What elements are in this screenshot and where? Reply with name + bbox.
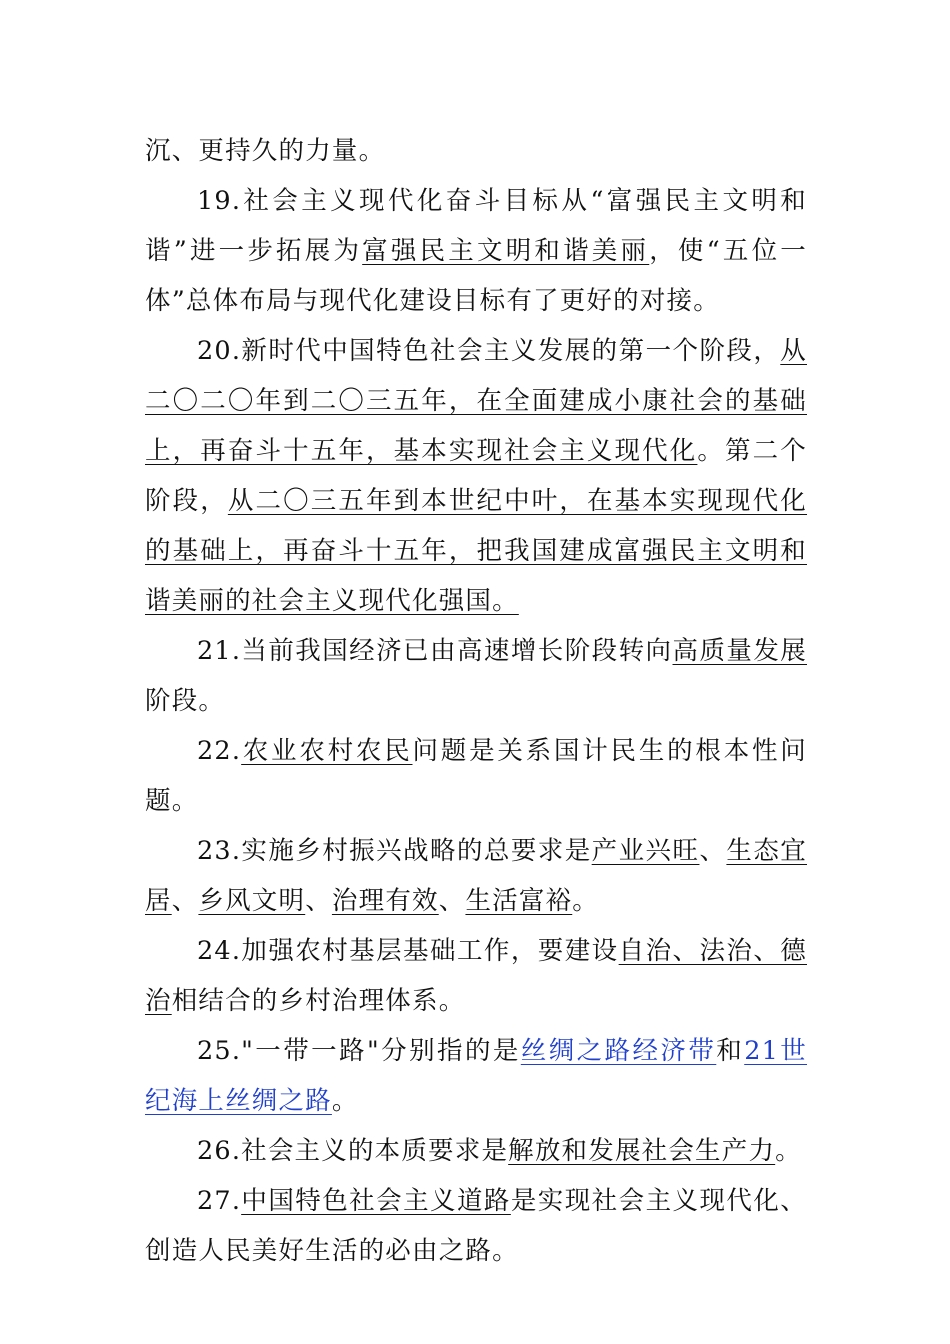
underlined-answer: 生活富裕 [465,886,573,916]
underlined-answer: 高质量发展 [672,636,807,666]
text-segment: 26.社会主义的本质要求是 [197,1136,509,1166]
text-segment: 。 [331,1086,359,1116]
text-segment: 问题是关系国计民生的根本性问题。 [145,736,807,816]
item-26 [145,1126,807,1176]
text-segment: 、 [305,886,332,916]
underlined-answer: 从二〇二〇年到二〇三五年，在全面建成小康社会的基础上，再奋斗十五年，基本实现社会主义现代化 [145,336,807,466]
text-segment: 。第二个阶段， [145,436,807,516]
text-segment: 、 [699,836,727,866]
underlined-answer: 中国特色社会主义道路 [241,1186,511,1216]
paragraph-continuation [145,126,807,176]
text-segment: 27. [197,1186,242,1216]
text-segment: 22. [197,736,242,766]
text-segment: 相结合的乡村治理体系。 [171,986,466,1016]
hyperlink-answer[interactable]: 丝绸之路经济带 [520,1036,717,1066]
item-22 [145,726,807,826]
text-segment: 。 [572,886,599,916]
item-27 [145,1176,807,1276]
text-segment: 阶段。 [145,686,226,716]
text-segment: ，使“五位一体”总体布局与现代化建设目标有了更好的对接。 [145,236,807,316]
text-segment: 21.当前我国经济已由高速增长阶段转向 [197,636,673,666]
underlined-answer: 农业农村农民 [241,736,413,766]
hyperlink-answer[interactable]: 21世纪海上丝绸之路 [145,1036,807,1116]
underlined-answer: 乡风文明 [198,886,306,916]
item-21 [145,626,807,726]
underlined-answer: 解放和发展社会生产力 [508,1136,776,1166]
text-segment: 、 [438,886,466,916]
document-body [145,126,807,1276]
item-23 [145,826,807,926]
underlined-answer: 产业兴旺 [591,836,700,866]
underlined-answer: 自治、法治、德治 [145,936,807,1016]
text-segment: 25."一带一路"分别指的是 [197,1036,521,1066]
underlined-answer: 生态宜居 [145,836,807,916]
text-segment: 24.加强农村基层基础工作，要建设 [197,936,619,966]
underlined-answer: 治理有效 [331,886,439,916]
item-20 [145,326,807,626]
text-segment: 23.实施乡村振兴战略的总要求是 [197,836,592,866]
text-segment: 和 [716,1036,745,1066]
text-segment: 、 [171,886,199,916]
item-19 [145,176,807,326]
underlined-answer: 富强民主文明和谐美丽 [362,236,650,266]
text-segment: 沉、更持久的力量。 [145,136,386,166]
item-24 [145,926,807,1026]
text-segment: 20.新时代中国特色社会主义发展的第一个阶段， [197,336,781,366]
text-segment: 。 [775,1136,802,1166]
text-segment: 是实现社会主义现代化、创造人民美好生活的必由之路。 [145,1186,807,1266]
underlined-answer: 从二〇三五年到本世纪中叶，在基本实现现代化的基础上，再奋斗十五年，把我国建成富强民主文明和谐美丽的社会主义现代化强国。 [145,486,808,616]
text-segment: 19.社会主义现代化奋斗目标从“富强民主文明和谐”进一步拓展为 [145,186,807,266]
item-25 [145,1026,807,1126]
